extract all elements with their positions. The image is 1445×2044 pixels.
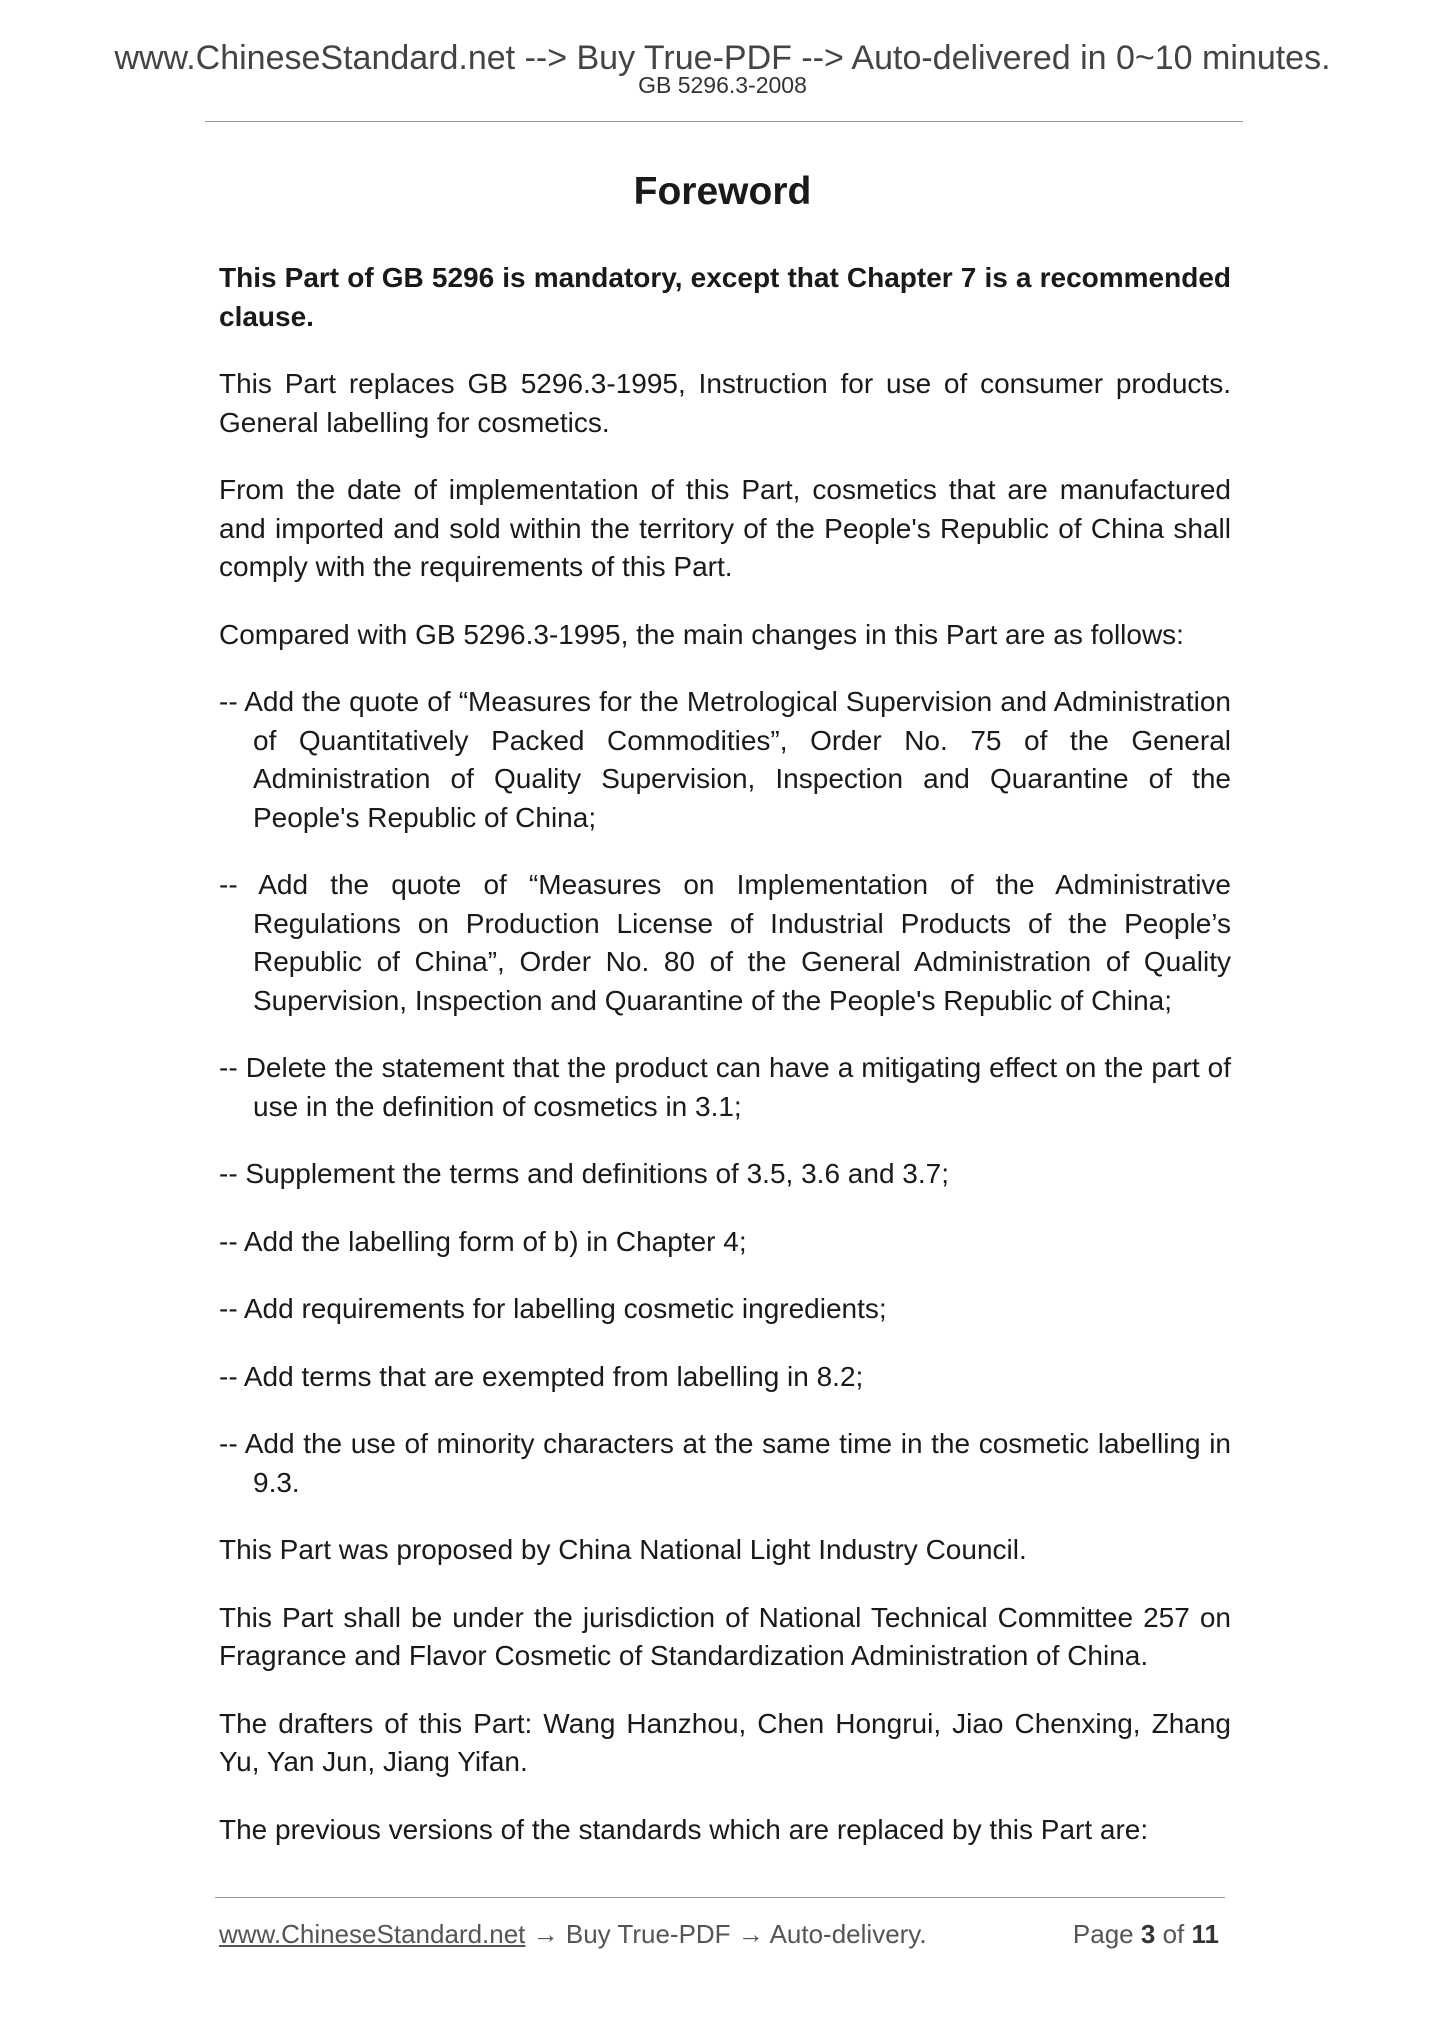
footer-tagline: → Buy True-PDF → Auto-delivery. [525, 1919, 927, 1949]
replacement-statement: This Part replaces GB 5296.3-1995, Instruction for use of consumer products. General labelling for cosmetics. [219, 368, 1231, 438]
footer-divider [215, 1897, 1225, 1898]
footer-site-link[interactable]: www.ChineseStandard.net [219, 1919, 526, 1949]
of-label: of [1162, 1919, 1185, 1949]
change-item: -- Add the labelling form of b) in Chapter 4; [219, 1225, 747, 1257]
page-label: Page [1072, 1919, 1134, 1949]
implementation-statement: From the date of implementation of this Part, cosmetics that are manufactured and imported and sold within the territory of the People's Republic of China shall comply with the requirements of this Part. [219, 474, 1231, 582]
drafters-statement: The drafters of this Part: Wang Hanzhou, Chen Hongrui, Jiao Chenxing, Zhang Yu, Yan Jun, Jiang Yifan. [219, 1707, 1231, 1777]
change-item: -- Add the quote of “Measures for the Metrological Supervision and Administration of Quantitatively Packed Commodities”, Order No. 75 of the General Administration of Quality Supervision, Inspection and Quarantine of the People's Republic of China; [219, 686, 1231, 833]
change-item: -- Add requirements for labelling cosmetic ingredients; [219, 1293, 887, 1324]
jurisdiction-statement: This Part shall be under the jurisdiction of National Technical Committee 257 on Fragrance and Flavor Cosmetic of Standardization Administration of China. [219, 1601, 1231, 1671]
header-divider [205, 121, 1243, 122]
page-title: Foreword [633, 170, 812, 213]
change-item: -- Delete the statement that the product can have a mitigating effect on the part of use in the definition of cosmetics in 3.1; [219, 1052, 1231, 1122]
previous-versions-statement: The previous versions of the standards which are replaced by this Part are: [219, 1813, 1149, 1845]
change-item: -- Add the use of minority characters at the same time in the cosmetic labelling in 9.3. [219, 1428, 1231, 1498]
change-item: -- Supplement the terms and definitions of 3.5, 3.6 and 3.7; [219, 1158, 949, 1189]
proposer-statement: This Part was proposed by China National Light Industry Council. [219, 1534, 1027, 1565]
page-indicator [1073, 1917, 1219, 1951]
changes-intro: Compared with GB 5296.3-1995, the main changes in this Part are as follows: [219, 618, 1184, 650]
total-pages: 11 [1191, 1919, 1219, 1949]
document-body [219, 259, 1231, 1878]
change-item: -- Add terms that are exempted from labelling in 8.2; [219, 1360, 864, 1392]
current-page-number: 3 [1140, 1919, 1156, 1949]
mandatory-statement: This Part of GB 5296 is mandatory, except that Chapter 7 is a recommended clause. [219, 262, 1231, 332]
site-banner: www.ChineseStandard.net --> Buy True-PDF --> Auto-delivered in 0~10 minutes. [114, 39, 1331, 77]
change-item: -- Add the quote of “Measures on Implementation of the Administrative Regulations on Production License of Industrial Products of the People’s Republic of China”, Order No. 80 of the General Administration of Quality Supervision, Inspection and Quarantine of the People's Republic of China; [219, 869, 1231, 1016]
page-footer [219, 1917, 1225, 1951]
document-code: GB 5296.3-2008 [638, 72, 807, 98]
